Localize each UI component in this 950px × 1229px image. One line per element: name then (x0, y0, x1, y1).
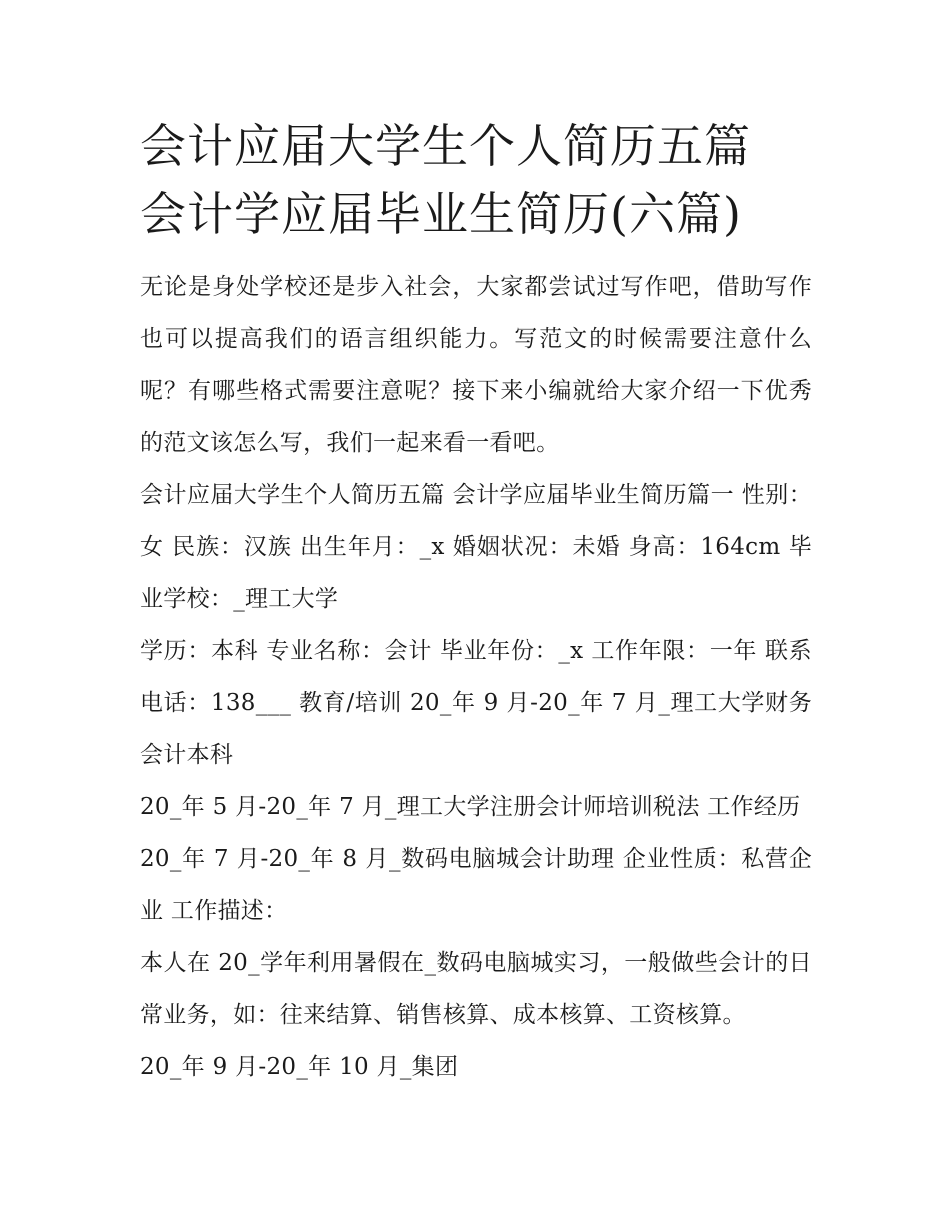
document-title (140, 112, 812, 248)
work-experience-paragraph: 20_年 7 月-20_年 8 月_数码电脑城会计助理 企业性质：私营企业 工作描述： (140, 846, 812, 924)
education-info-paragraph: 学历：本科 专业名称：会计 毕业年份：_x 工作年限：一年 联系电话：138___ 教育/培训 20_年 9 月-20_年 7 月_理工大学财务会计本科 (140, 638, 812, 768)
internship-description-paragraph: 本人在 20_学年利用暑假在_数码电脑城实习，一般做些会计的日常业务，如：往来结算、销售核算、成本核算、工资核算。 (140, 950, 812, 1028)
document-content (140, 112, 812, 1093)
title-line-2: 会计学应届毕业生简历(六篇) (140, 187, 742, 241)
resume-basic-info-paragraph: 会计应届大学生个人简历五篇 会计学应届毕业生简历篇一 性别：女 民族：汉族 出生年月：_x 婚姻状况：未婚 身高：164cm 毕业学校：_理工大学 (140, 482, 812, 612)
title-line-1: 会计应届大学生个人简历五篇 (140, 119, 751, 173)
document-body (140, 261, 812, 1093)
training-paragraph: 20_年 5 月-20_年 7 月_理工大学注册会计师培训税法 工作经历 (140, 794, 801, 820)
intro-paragraph: 无论是身处学校还是步入社会，大家都尝试过写作吧，借助写作也可以提高我们的语言组织能力。写范文的时候需要注意什么呢？有哪些格式需要注意呢？接下来小编就给大家介绍一下优秀的范文该怎么写，我们一起来看一看吧。 (140, 274, 812, 456)
next-experience-paragraph: 20_年 9 月-20_年 10 月_集团 (140, 1054, 459, 1080)
